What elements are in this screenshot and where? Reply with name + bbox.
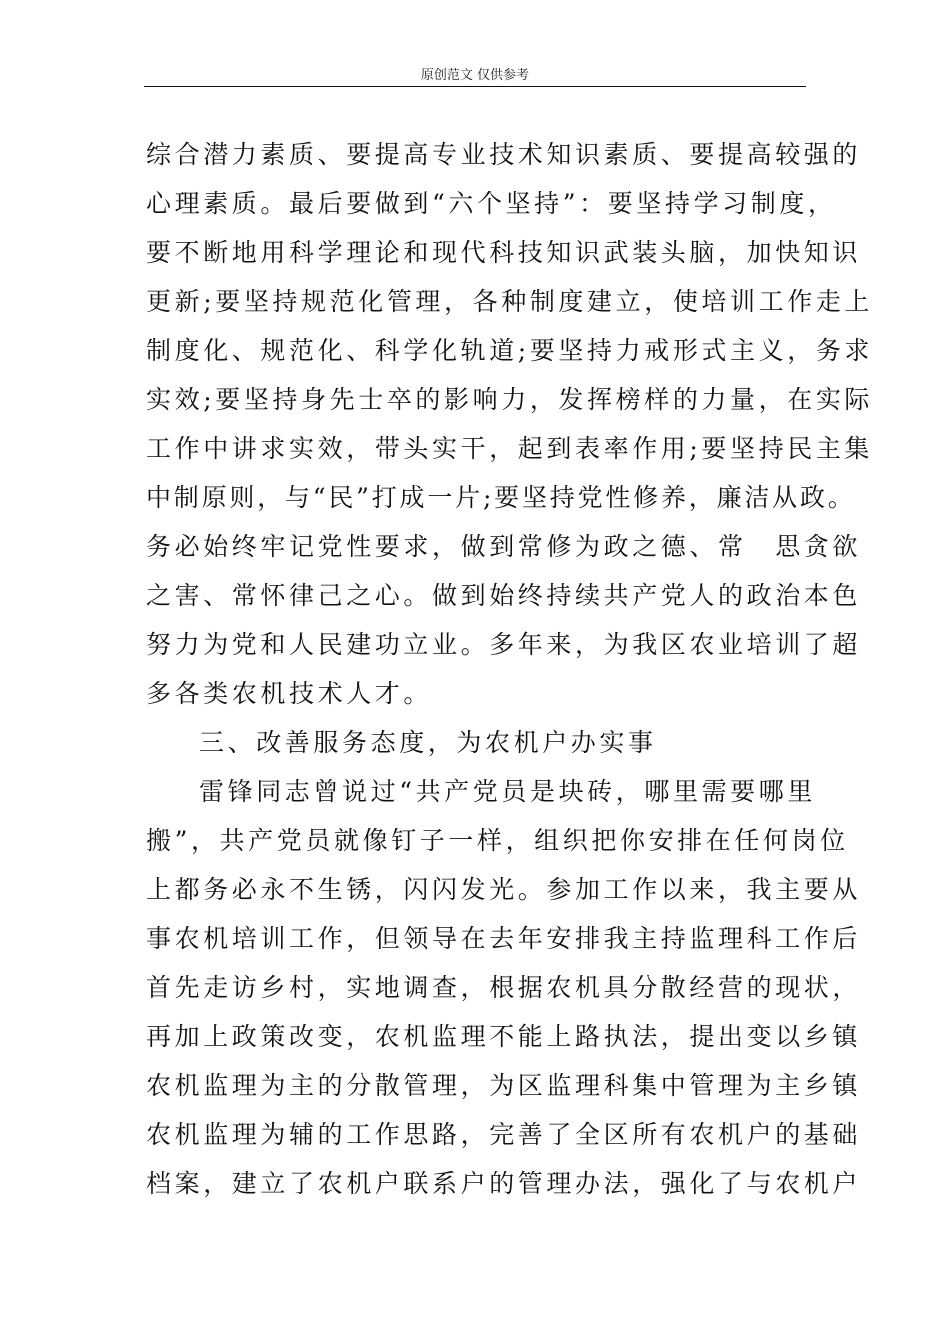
text-line: 努力为党和人民建功立业。多年来，为我区农业培训了超 [146, 630, 862, 659]
text-line: 综合潜力素质、要提高专业技术知识素质、要提高较强的 [146, 140, 862, 169]
text-line: 农机监理为主的分散管理，为区监理科集中管理为主乡镇 [146, 1071, 862, 1100]
document-body [146, 130, 874, 1208]
text-line: 多各类农机技术人才。 [146, 679, 433, 708]
header-divider [144, 86, 806, 87]
text-line: 搬”，共产党员就像钉子一样，组织把你安排在任何岗位 [146, 826, 849, 855]
text-line: 更新;要坚持规范化管理，各种制度建立，使培训工作走上 [146, 287, 874, 316]
text-line: 之害、常怀律己之心。做到始终持续共产党人的政治本色 [146, 581, 862, 610]
page-header: 原创范文 仅供参考 [420, 68, 530, 83]
section-heading: 三、改善服务态度，为农机户办实事 [199, 728, 657, 757]
text-line: 工作中讲求实效，带头实干，起到表率作用;要坚持民主集 [146, 434, 874, 463]
text-line: 上都务必永不生锈，闪闪发光。参加工作以来，我主要从 [146, 875, 862, 904]
text-line: 首先走访乡村，实地调查，根据农机具分散经营的现状， [146, 973, 862, 1002]
text-line: 制度化、规范化、科学化轨道;要坚持力戒形式主义，务求 [146, 336, 874, 365]
text-line: 实效;要坚持身先士卒的影响力，发挥榜样的力量，在实际 [146, 385, 874, 414]
text-line: 再加上政策改变，农机监理不能上路执法，提出变以乡镇 [146, 1022, 862, 1051]
text-line: 事农机培训工作，但领导在去年安排我主持监理科工作后 [146, 924, 862, 953]
text-line: 要不断地用科学理论和现代科技知识武装头脑，加快知识 [146, 238, 862, 267]
text-line: 务必始终牢记党性要求，做到常修为政之德、常 思贪欲 [146, 532, 862, 561]
text-line: 农机监理为辅的工作思路，完善了全区所有农机户的基础 [146, 1120, 862, 1149]
text-line: 中制原则，与“民”打成一片;要坚持党性修养，廉洁从政。 [146, 483, 856, 512]
text-line: 档案，建立了农机户联系户的管理办法，强化了与农机户 [146, 1169, 862, 1198]
text-line: 心理素质。最后要做到“六个坚持”：要坚持学习制度， [146, 189, 837, 218]
text-line: 雷锋同志曾说过“共产党员是块砖，哪里需要哪里 [199, 777, 816, 806]
